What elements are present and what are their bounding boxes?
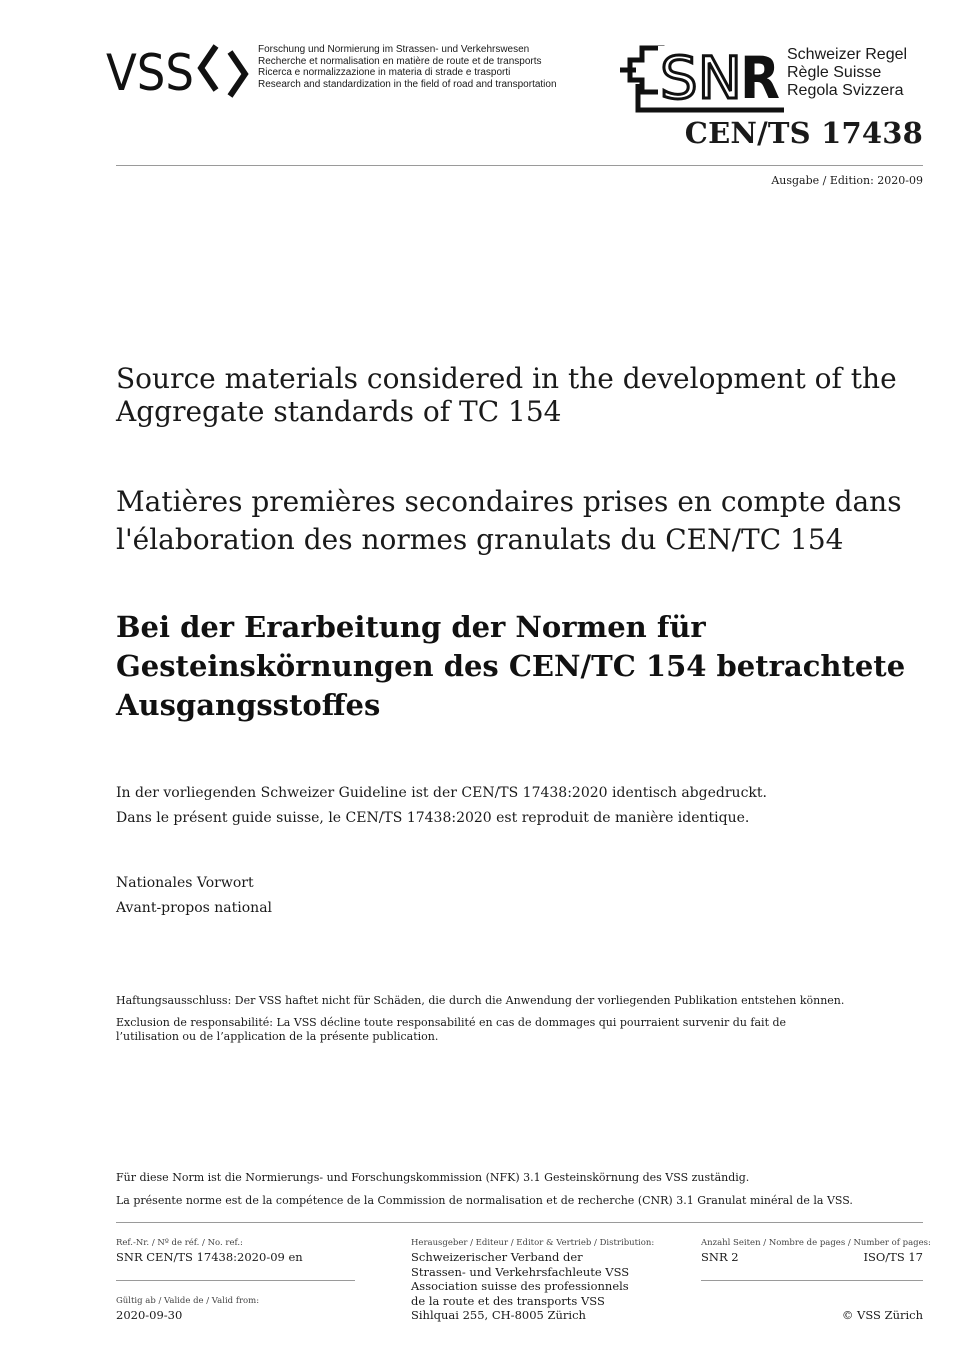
publisher-line: Schweizerischer Verband der (411, 1250, 583, 1264)
publisher-label: Herausgeber / Editeur / Editor & Vertrieb / Distribution: (411, 1238, 655, 1248)
foreword-german: Nationales Vorwort (116, 875, 254, 891)
vss-logo (106, 42, 252, 98)
snr-logo-r: R (740, 44, 780, 112)
vss-tagline-it: Ricerca e normalizzazione in materia di strade e trasporti (258, 67, 511, 79)
vss-logo-text: VSS (106, 44, 194, 98)
document-number: CEN/TS 17438 (684, 116, 923, 150)
snr-logo (618, 44, 784, 114)
header-divider (116, 165, 923, 166)
title-french: Matières premières secondaires prises en compte dans l'élaboration des normes granulats du CEN/TC 154 (116, 485, 902, 556)
publisher-line: Sihlquai 255, CH-8005 Zürich (411, 1308, 586, 1323)
vss-tagline-fr: Recherche et normalisation en matière de route et de transports (258, 55, 542, 67)
disclaimer-french: Exclusion de responsabilité: La VSS décline toute responsabilité en cas de dommages qui pourraient survenir du fait de l’utilisation ou de l’application de la présente publication. (116, 1016, 787, 1043)
intro-german: In der vorliegenden Schweizer Guideline ist der CEN/TS 17438:2020 identisch abgedruckt. (116, 785, 767, 801)
snr-tagline-de: Schweizer Regel (787, 46, 908, 63)
vss-tagline-en: Research and standardization in the field of road and transportation (258, 78, 557, 90)
disclaimer-german: Haftungsausschluss: Der VSS haftet nicht für Schäden, die durch die Anwendung der vorliegenden Publikation entstehen können. (116, 994, 845, 1007)
snr-tagline-fr: Règle Suisse (787, 64, 882, 81)
snr-logo-sn: SN (660, 44, 742, 112)
title-english: Source materials considered in the development of the Aggregate standards of TC 154 (116, 362, 897, 428)
ref-divider (116, 1280, 355, 1281)
pages-iso: ISO/TS 17 (863, 1250, 923, 1264)
publisher-line: Strassen- und Verkehrsfachleute VSS (411, 1264, 630, 1279)
vss-tagline (258, 44, 557, 90)
competence-german: Für diese Norm ist die Normierungs- und Forschungskommission (NFK) 3.1 Gesteinskörnung des VSS zuständig. (116, 1171, 750, 1184)
ref-label: Ref.-Nr. / Nº de réf. / No. ref.: (116, 1238, 243, 1248)
valid-label: Gültig ab / Valide de / Valid from: (116, 1296, 260, 1306)
footer-divider (116, 1222, 923, 1223)
intro-french: Dans le présent guide suisse, le CEN/TS 17438:2020 est reproduit de manière identique. (116, 810, 750, 826)
edition-date: Ausgabe / Edition: 2020-09 (771, 174, 923, 187)
publisher-address (411, 1250, 671, 1323)
foreword-french: Avant-propos national (116, 900, 273, 916)
snr-tagline-it: Regola Svizzera (787, 82, 904, 99)
ref-value: SNR CEN/TS 17438:2020-09 en (116, 1250, 303, 1264)
valid-value: 2020-09-30 (116, 1308, 183, 1322)
publisher-line: de la route et des transports VSS (411, 1293, 605, 1308)
vss-tagline-de: Forschung und Normierung im Strassen- und Verkehrswesen (258, 44, 530, 55)
pages-label: Anzahl Seiten / Nombre de pages / Number of pages: (701, 1238, 931, 1248)
title-german: Bei der Erarbeitung der Normen für Gesteinskörnungen des CEN/TC 154 betrachtete Ausgangsstoffes (116, 610, 906, 722)
competence-french: La présente norme est de la compétence de la Commission de normalisation et de recherche (CNR) 3.1 Granulat minéral de la VSS. (116, 1194, 853, 1207)
publisher-line: Association suisse des professionnels (411, 1279, 629, 1294)
pages-divider (701, 1280, 923, 1281)
snr-tagline (787, 46, 907, 100)
pages-snr: SNR 2 (701, 1250, 739, 1264)
copyright: © VSS Zürich (841, 1308, 923, 1322)
